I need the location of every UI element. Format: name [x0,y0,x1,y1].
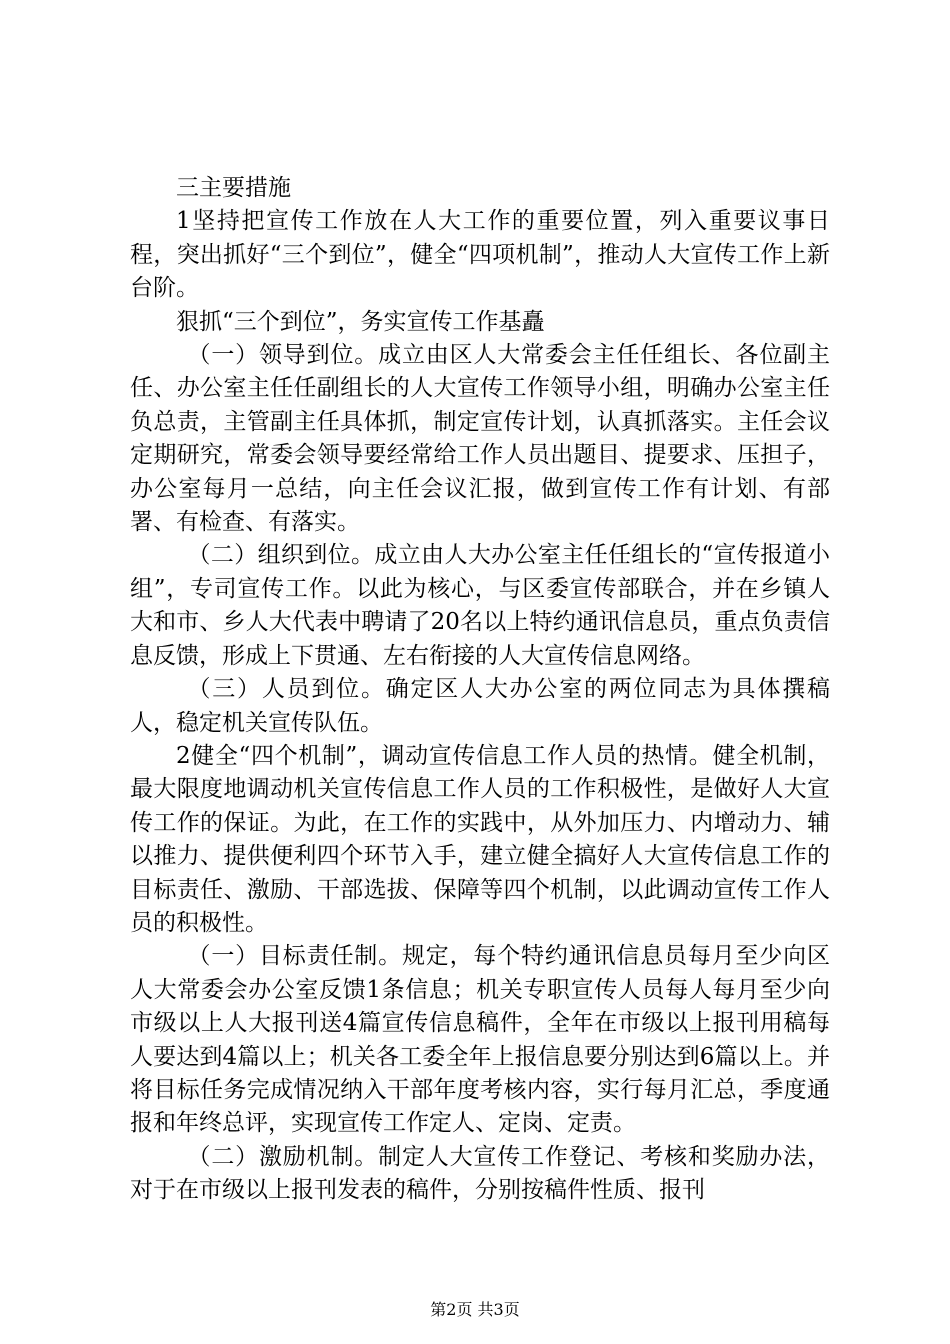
paragraph-measure-1: 1坚持把宣传工作放在人大工作的重要位置，列入重要议事日程，突出抓好“三个到位”，健全“四项机制”，推动人大宣传工作上新台阶。 [130,208,830,302]
paragraph-incentive: （二）激励机制。制定人大宣传工作登记、考核和奖励办法，对于在市级以上报刊发表的稿件，分别按稿件性质、报刊 [130,1143,830,1204]
paragraph-leadership: （一）领导到位。成立由区人大常委会主任任组长、各位副主任、办公室主任任副组长的人大宣传工作领导小组，明确办公室主任负总责，主管副主任具体抓，制定宣传计划，认真抓落实。主任会议定期研究，常委会领导要经常给工作人员出题目、提要求、压担子，办公室每月一总结，向主任会议汇报，做到宣传工作有计划、有部署、有检查、有落实。 [130,342,830,536]
page-footer: 第2页 共3页 [430,1300,520,1319]
section-heading: 三主要措施 [176,175,291,201]
document-body [130,172,830,1208]
paragraph-personnel: （三）人员到位。确定区人大办公室的两位同志为具体撰稿人，稳定机关宣传队伍。 [130,676,830,736]
paragraph-measure-2: 2健全“四个机制”，调动宣传信息工作人员的热情。健全机制，最大限度地调动机关宣传信息工作人员的工作积极性，是做好人大宣传工作的保证。为此，在工作的实践中，从外加压力、内增动力、辅以推力、提供便利四个环节入手，建立健全搞好人大宣传信息工作的目标责任、激励、干部选拔、保障等四个机制，以此调动宣传工作人员的积极性。 [130,742,830,936]
paragraph-three-in-place: 狠抓“三个到位”，务实宣传工作基矗 [176,308,545,335]
paragraph-organization: （二）组织到位。成立由人大办公室主任任组长的“宣传报道小组”，专司宣传工作。以此为核心，与区委宣传部联合，并在乡镇人大和市、乡人大代表中聘请了20名以上特约通讯信息员，重点负责信息反馈，形成上下贯通、左右衔接的人大宣传信息网络。 [130,542,830,669]
paragraph-target-responsibility: （一）目标责任制。规定，每个特约通讯信息员每月至少向区人大常委会办公室反馈1条信息；机关专职宣传人员每人每月至少向市级以上人大报刊送4篇宣传信息稿件，全年在市级以上报刊用稿每人要达到4篇以上；机关各工委全年上报信息要分别达到6篇以上。并将目标任务完成情况纳入干部年度考核内容，实行每月汇总，季度通报和年终总评，实现宣传工作定人、定岗、定责。 [130,943,830,1137]
